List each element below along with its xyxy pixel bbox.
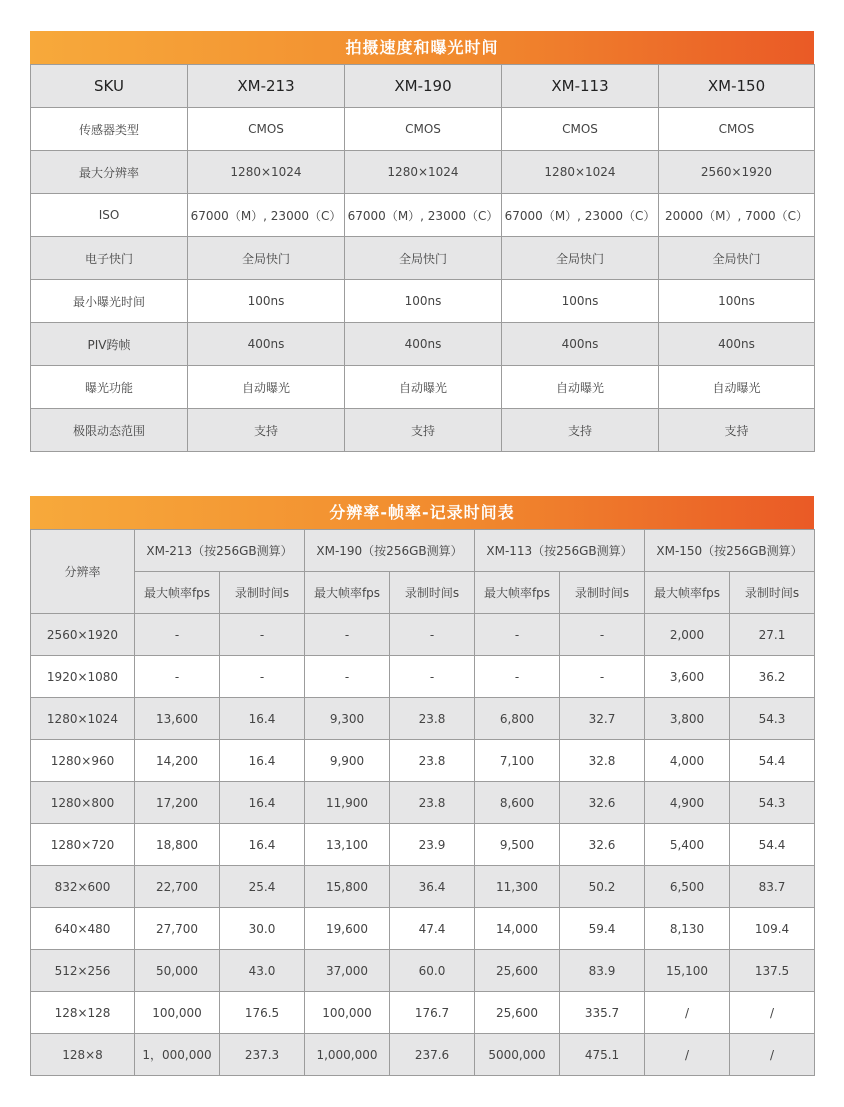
header-model-group: XM-213（按256GB测算）	[135, 530, 305, 572]
table-cell: 全局快门	[345, 237, 502, 280]
table-header-row	[31, 65, 815, 108]
table-row	[31, 237, 815, 280]
table-cell: 支持	[188, 409, 345, 452]
table-row	[31, 698, 815, 740]
table-row	[31, 366, 815, 409]
table-cell: -	[305, 656, 390, 698]
table-cell: 67000（M）, 23000（C）	[345, 194, 502, 237]
table-cell: 16.4	[220, 782, 305, 824]
table-cell: 2560×1920	[659, 151, 815, 194]
table-cell: CMOS	[502, 108, 659, 151]
header-model-group: XM-113（按256GB测算）	[475, 530, 645, 572]
row-label: 1280×1024	[31, 698, 135, 740]
table-cell: 25,600	[475, 950, 560, 992]
table-cell: -	[560, 614, 645, 656]
table-cell: 400ns	[502, 323, 659, 366]
table-cell: 100ns	[659, 280, 815, 323]
table-cell: 11,900	[305, 782, 390, 824]
table-row	[31, 194, 815, 237]
table-row	[31, 740, 815, 782]
table-cell: 176.7	[390, 992, 475, 1034]
table-cell: 100,000	[305, 992, 390, 1034]
subheader-fps: 最大帧率fps	[135, 572, 220, 614]
table-cell: 19,600	[305, 908, 390, 950]
table-row	[31, 866, 815, 908]
table-cell: 23.8	[390, 740, 475, 782]
table-cell: 400ns	[659, 323, 815, 366]
row-label: ISO	[31, 194, 188, 237]
table-cell: 18,800	[135, 824, 220, 866]
table-cell: 9,900	[305, 740, 390, 782]
table-cell: 237.6	[390, 1034, 475, 1076]
table-cell: 54.3	[730, 782, 815, 824]
subheader-fps: 最大帧率fps	[305, 572, 390, 614]
table-cell: 50,000	[135, 950, 220, 992]
table-row	[31, 280, 815, 323]
table-row	[31, 824, 815, 866]
table-row	[31, 782, 815, 824]
table-cell: 27,700	[135, 908, 220, 950]
table-cell: 100,000	[135, 992, 220, 1034]
row-label: 512×256	[31, 950, 135, 992]
table-cell: -	[475, 614, 560, 656]
table-cell: CMOS	[345, 108, 502, 151]
table-cell: 237.3	[220, 1034, 305, 1076]
table-row	[31, 1034, 815, 1076]
table-cell: -	[305, 614, 390, 656]
header-resolution: 分辨率	[31, 530, 135, 614]
exposure-spec-title: 拍摄速度和曝光时间	[30, 31, 814, 64]
table-cell: 16.4	[220, 698, 305, 740]
table-cell: 8,600	[475, 782, 560, 824]
table-cell: 100ns	[188, 280, 345, 323]
table-cell: 54.4	[730, 824, 815, 866]
table-cell: 67000（M）, 23000（C）	[502, 194, 659, 237]
table-cell: 20000（M）, 7000（C）	[659, 194, 815, 237]
table-cell: 4,900	[645, 782, 730, 824]
table-cell: -	[475, 656, 560, 698]
table-cell: 自动曝光	[502, 366, 659, 409]
table-cell: 14,200	[135, 740, 220, 782]
row-label: 电子快门	[31, 237, 188, 280]
table-cell: 67000（M）, 23000（C）	[188, 194, 345, 237]
table-cell: 32.8	[560, 740, 645, 782]
table-cell: 全局快门	[502, 237, 659, 280]
header-model: XM-113	[502, 65, 659, 108]
table-cell: 400ns	[188, 323, 345, 366]
table-row	[31, 908, 815, 950]
table-cell: 9,500	[475, 824, 560, 866]
table-cell: 3,600	[645, 656, 730, 698]
row-label: 2560×1920	[31, 614, 135, 656]
table-header-row	[31, 530, 815, 572]
table-cell: 32.6	[560, 824, 645, 866]
header-sku: SKU	[31, 65, 188, 108]
resolution-fps-table	[30, 529, 815, 1076]
table-cell: 30.0	[220, 908, 305, 950]
table-cell: 54.3	[730, 698, 815, 740]
table-cell: 59.4	[560, 908, 645, 950]
table-cell: 7,100	[475, 740, 560, 782]
table-cell: 6,500	[645, 866, 730, 908]
table-row	[31, 323, 815, 366]
table-cell: -	[390, 656, 475, 698]
table-cell: 100ns	[345, 280, 502, 323]
table-cell: 475.1	[560, 1034, 645, 1076]
row-label: 128×128	[31, 992, 135, 1034]
table-subheader-row	[31, 572, 815, 614]
table-cell: 13,100	[305, 824, 390, 866]
table-cell: 全局快门	[659, 237, 815, 280]
table-cell: 自动曝光	[188, 366, 345, 409]
table-cell: 400ns	[345, 323, 502, 366]
table-cell: 60.0	[390, 950, 475, 992]
table-cell: 43.0	[220, 950, 305, 992]
table-cell: /	[645, 1034, 730, 1076]
table-row	[31, 409, 815, 452]
table-cell: /	[730, 1034, 815, 1076]
row-label: 1280×720	[31, 824, 135, 866]
table-cell: 自动曝光	[659, 366, 815, 409]
row-label: 832×600	[31, 866, 135, 908]
resolution-fps-section	[30, 496, 814, 1076]
table-cell: 13,600	[135, 698, 220, 740]
table-cell: -	[135, 656, 220, 698]
row-label: 最大分辨率	[31, 151, 188, 194]
table-row	[31, 614, 815, 656]
table-cell: 27.1	[730, 614, 815, 656]
table-cell: 9,300	[305, 698, 390, 740]
header-model: XM-150	[659, 65, 815, 108]
table-row	[31, 151, 815, 194]
subheader-fps: 最大帧率fps	[645, 572, 730, 614]
row-label: 128×8	[31, 1034, 135, 1076]
table-cell: 15,100	[645, 950, 730, 992]
table-cell: 1280×1024	[502, 151, 659, 194]
table-cell: 11,300	[475, 866, 560, 908]
exposure-spec-table	[30, 64, 815, 452]
table-cell: 32.7	[560, 698, 645, 740]
table-row	[31, 992, 815, 1034]
table-cell: 36.4	[390, 866, 475, 908]
row-label: 传感器类型	[31, 108, 188, 151]
table-cell: 109.4	[730, 908, 815, 950]
table-cell: 自动曝光	[345, 366, 502, 409]
table-cell: 176.5	[220, 992, 305, 1034]
table-cell: 6,800	[475, 698, 560, 740]
table-cell: 83.7	[730, 866, 815, 908]
table-cell: 8,130	[645, 908, 730, 950]
table-row	[31, 950, 815, 992]
table-cell: 23.8	[390, 698, 475, 740]
exposure-spec-section	[30, 31, 814, 452]
resolution-fps-rows	[31, 614, 815, 1076]
table-cell: 36.2	[730, 656, 815, 698]
subheader-time: 录制时间s	[560, 572, 645, 614]
table-cell: 1,000,000	[305, 1034, 390, 1076]
table-cell: 100ns	[502, 280, 659, 323]
subheader-fps: 最大帧率fps	[475, 572, 560, 614]
table-cell: /	[645, 992, 730, 1034]
table-cell: 137.5	[730, 950, 815, 992]
table-cell: 支持	[345, 409, 502, 452]
table-cell: 25,600	[475, 992, 560, 1034]
subheader-time: 录制时间s	[390, 572, 475, 614]
table-cell: 50.2	[560, 866, 645, 908]
header-model-group: XM-190（按256GB测算）	[305, 530, 475, 572]
table-cell: 335.7	[560, 992, 645, 1034]
row-label: 曝光功能	[31, 366, 188, 409]
table-cell: 32.6	[560, 782, 645, 824]
table-cell: 47.4	[390, 908, 475, 950]
row-label: 1920×1080	[31, 656, 135, 698]
table-cell: 37,000	[305, 950, 390, 992]
table-cell: 83.9	[560, 950, 645, 992]
table-cell: 25.4	[220, 866, 305, 908]
resolution-fps-title: 分辨率-帧率-记录时间表	[30, 496, 814, 529]
row-label: PIV跨帧	[31, 323, 188, 366]
subheader-time: 录制时间s	[730, 572, 815, 614]
table-cell: -	[220, 656, 305, 698]
table-cell: /	[730, 992, 815, 1034]
table-cell: 5000,000	[475, 1034, 560, 1076]
table-cell: -	[560, 656, 645, 698]
row-label: 640×480	[31, 908, 135, 950]
table-cell: 4,000	[645, 740, 730, 782]
table-cell: 17,200	[135, 782, 220, 824]
table-cell: 5,400	[645, 824, 730, 866]
table-cell: 22,700	[135, 866, 220, 908]
table-cell: 23.9	[390, 824, 475, 866]
table-cell: CMOS	[188, 108, 345, 151]
table-cell: 15,800	[305, 866, 390, 908]
table-cell: 3,800	[645, 698, 730, 740]
table-cell: -	[135, 614, 220, 656]
table-cell: 支持	[659, 409, 815, 452]
header-model: XM-190	[345, 65, 502, 108]
table-cell: 1280×1024	[345, 151, 502, 194]
table-cell: 1280×1024	[188, 151, 345, 194]
table-cell: 16.4	[220, 740, 305, 782]
table-cell: 2,000	[645, 614, 730, 656]
header-model-group: XM-150（按256GB测算）	[645, 530, 815, 572]
table-cell: -	[390, 614, 475, 656]
table-cell: 1，000,000	[135, 1034, 220, 1076]
subheader-time: 录制时间s	[220, 572, 305, 614]
row-label: 1280×960	[31, 740, 135, 782]
table-row	[31, 656, 815, 698]
row-label: 最小曝光时间	[31, 280, 188, 323]
table-cell: -	[220, 614, 305, 656]
table-cell: 54.4	[730, 740, 815, 782]
table-cell: 16.4	[220, 824, 305, 866]
table-cell: 全局快门	[188, 237, 345, 280]
row-label: 1280×800	[31, 782, 135, 824]
table-cell: 23.8	[390, 782, 475, 824]
table-cell: 14,000	[475, 908, 560, 950]
header-model: XM-213	[188, 65, 345, 108]
table-cell: 支持	[502, 409, 659, 452]
row-label: 极限动态范围	[31, 409, 188, 452]
table-row	[31, 108, 815, 151]
table-cell: CMOS	[659, 108, 815, 151]
